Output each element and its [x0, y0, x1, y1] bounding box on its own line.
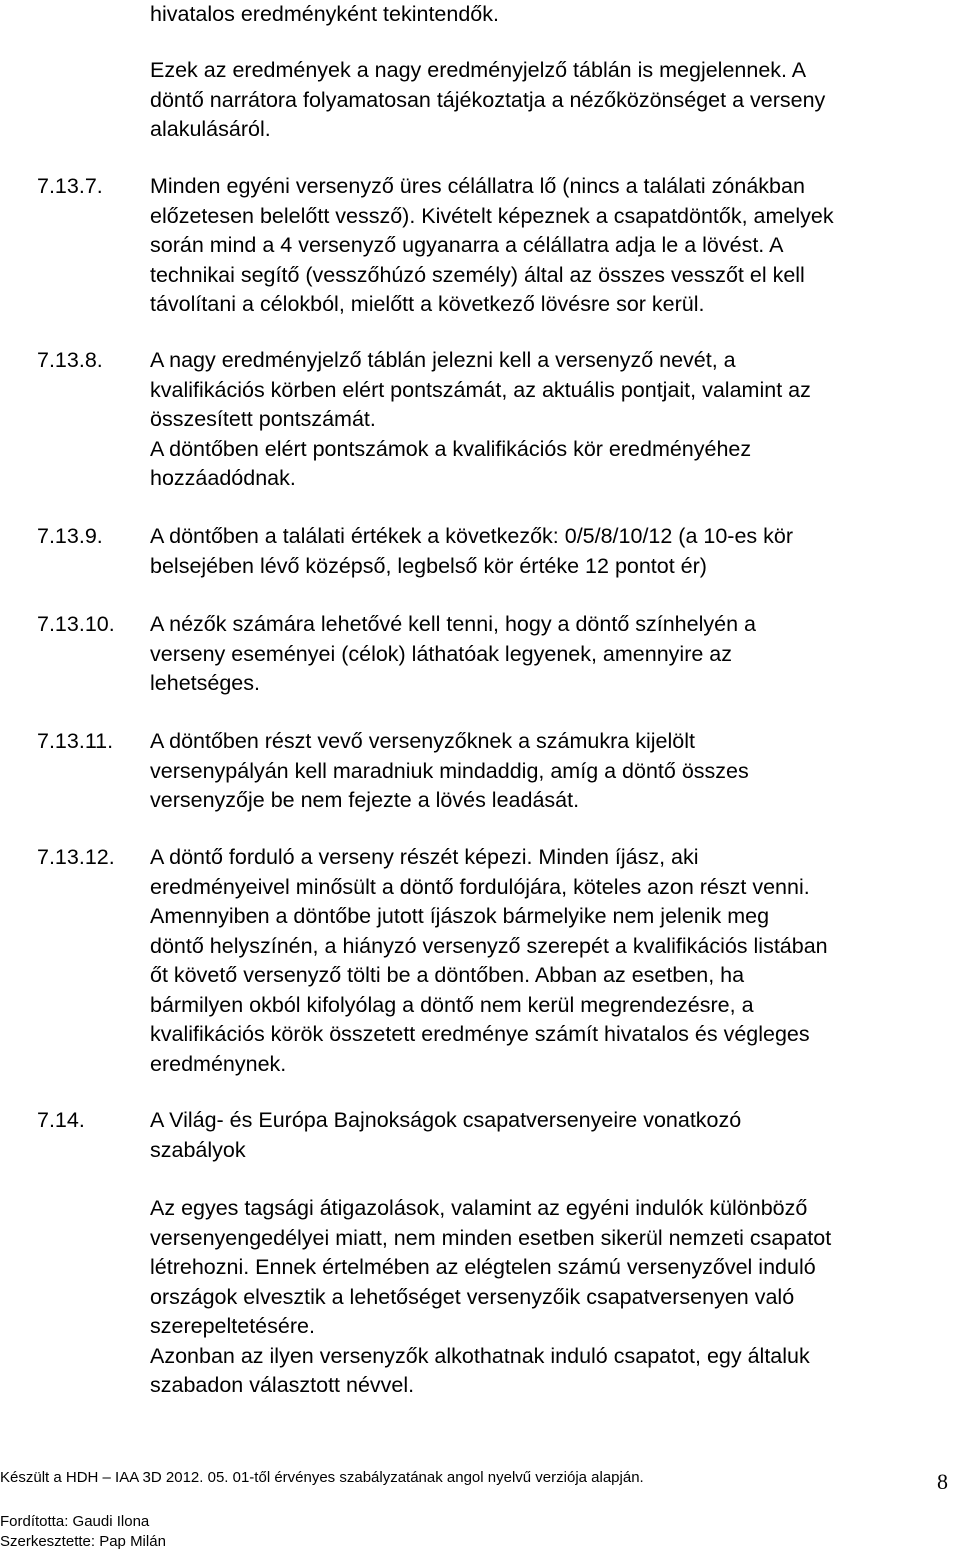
paragraph-line: versenypályán kell maradniuk mindaddig, amíg a döntő összes — [150, 758, 749, 783]
paragraph-line: döntő helyszínén, a hiányzó versenyző szerepét a kvalifikációs listában — [150, 933, 828, 958]
paragraph-line: belsejében lévő középső, legbelső kör értéke 12 pontot ér) — [150, 553, 707, 578]
section-number: 7.13.12. — [37, 845, 115, 869]
paragraph-line: döntő narrátora folyamatosan tájékoztatja a nézőközönséget a verseny — [150, 87, 826, 112]
paragraph-line: létrehozni. Ennek értelmében az elégtelen számú versenyzővel induló — [150, 1255, 816, 1279]
paragraph-line: szabadon választott névvel. — [150, 1373, 415, 1397]
paragraph-line: eredményeivel minősült a döntő fordulójára, köteles azon részt venni. — [150, 874, 810, 899]
footer-source-note: Készült a HDH – IAA 3D 2012. 05. 01-től érvényes szabályzatának angol nyelvű verziója alapján. — [0, 1469, 644, 1486]
section-7-13-11 — [150, 727, 940, 816]
paragraph-line: távolítani a célokból, mielőtt a következő lövésre sor kerül. — [150, 292, 705, 316]
section-7-13-9 — [150, 522, 940, 581]
paragraph-continuation — [150, 0, 940, 30]
paragraph-line: kvalifikációs körök összetett eredménye számít hivatalos és végleges — [150, 1022, 810, 1046]
paragraph-line: során mind a 4 versenyző ugyanarra a célállatra adja le a lövést. A — [150, 233, 784, 257]
paragraph-scoreboard-info — [150, 56, 940, 145]
paragraph-line: hivatalos eredményként tekintendők. — [150, 2, 499, 26]
section-number: 7.13.10. — [37, 612, 115, 636]
paragraph-line: A Világ- és Európa Bajnokságok csapatversenyeire vonatkozó — [150, 1108, 742, 1132]
paragraph-line: Amennyiben a döntőbe jutott íjászok bármelyike nem jelenik meg — [150, 904, 770, 928]
section-7-14-title — [150, 1106, 940, 1165]
paragraph-line: versenyzője be nem fejezte a lövés leadását. — [150, 788, 580, 812]
paragraph-line: hozzáadódnak. — [150, 466, 296, 490]
paragraph-line: lehetséges. — [150, 671, 260, 695]
paragraph-line: A döntőben elért pontszámok a kvalifikációs kör eredményéhez — [150, 436, 752, 461]
footer-translator: Fordította: Gaudi Ilona — [0, 1513, 150, 1530]
paragraph-line: előzetesen belelőtt vessző). Kivételt képeznek a csapatdöntők, amelyek — [150, 203, 834, 228]
paragraph-line: országok elvesztik a lehetőséget versenyzőik csapatversenyen való — [150, 1284, 795, 1309]
paragraph-line: Ezek az eredmények a nagy eredményjelző táblán is megjelennek. A — [150, 58, 807, 82]
section-number: 7.13.7. — [37, 174, 103, 198]
paragraph-line: szabályok — [150, 1137, 246, 1162]
paragraph-line: versenyengedélyei miatt, nem minden esetben sikerül nemzeti csapatot — [150, 1225, 832, 1250]
paragraph-line: Minden egyéni versenyző üres célállatra lő (nincs a találati zónákban — [150, 174, 805, 198]
paragraph-line: A döntőben részt vevő versenyzőknek a számukra kijelölt — [150, 729, 695, 753]
section-number: 7.13.8. — [37, 348, 103, 372]
section-number: 7.13.11. — [37, 729, 114, 753]
paragraph-line: őt követő versenyző tölti be a döntőben. Abban az esetben, ha — [150, 963, 745, 987]
paragraph-line: Azonban az ilyen versenyzők alkothatnak induló csapatot, egy általuk — [150, 1343, 810, 1368]
paragraph-line: Az egyes tagsági átigazolások, valamint az egyéni indulók különböző — [150, 1196, 808, 1220]
paragraph-line: A nagy eredményjelző táblán jelezni kell a versenyző nevét, a — [150, 348, 736, 372]
paragraph-line: bármilyen okból kifolyólag a döntő nem kerül megrendezésre, a — [150, 992, 754, 1017]
paragraph-line: szerepeltetésére. — [150, 1314, 315, 1338]
section-number: 7.13.9. — [37, 524, 103, 548]
section-number: 7.14. — [37, 1108, 85, 1132]
section-7-13-10 — [150, 610, 940, 699]
section-7-13-7 — [150, 172, 940, 320]
paragraph-line: eredménynek. — [150, 1051, 287, 1076]
section-7-13-12 — [150, 843, 940, 1079]
paragraph-line: A nézők számára lehetővé kell tenni, hogy a döntő színhelyén a — [150, 612, 756, 636]
paragraph-line: kvalifikációs körben elért pontszámát, az aktuális pontjait, valamint az — [150, 377, 811, 402]
paragraph-line: A döntő forduló a verseny részét képezi. Minden íjász, aki — [150, 845, 699, 869]
section-7-14-body — [150, 1194, 940, 1401]
paragraph-line: A döntőben a találati értékek a következők: 0/5/8/10/12 (a 10-es kör — [150, 524, 794, 548]
paragraph-line: összesített pontszámát. — [150, 407, 376, 431]
section-7-13-8 — [150, 346, 940, 494]
paragraph-line: verseny eseményei (célok) láthatóak legyenek, amennyire az — [150, 641, 732, 666]
footer-editor: Szerkesztette: Pap Milán — [0, 1533, 166, 1550]
paragraph-line: alakulásáról. — [150, 117, 271, 141]
page-number: 8 — [937, 1469, 948, 1494]
paragraph-line: technikai segítő (vesszőhúzó személy) által az összes vesszőt el kell — [150, 262, 805, 287]
